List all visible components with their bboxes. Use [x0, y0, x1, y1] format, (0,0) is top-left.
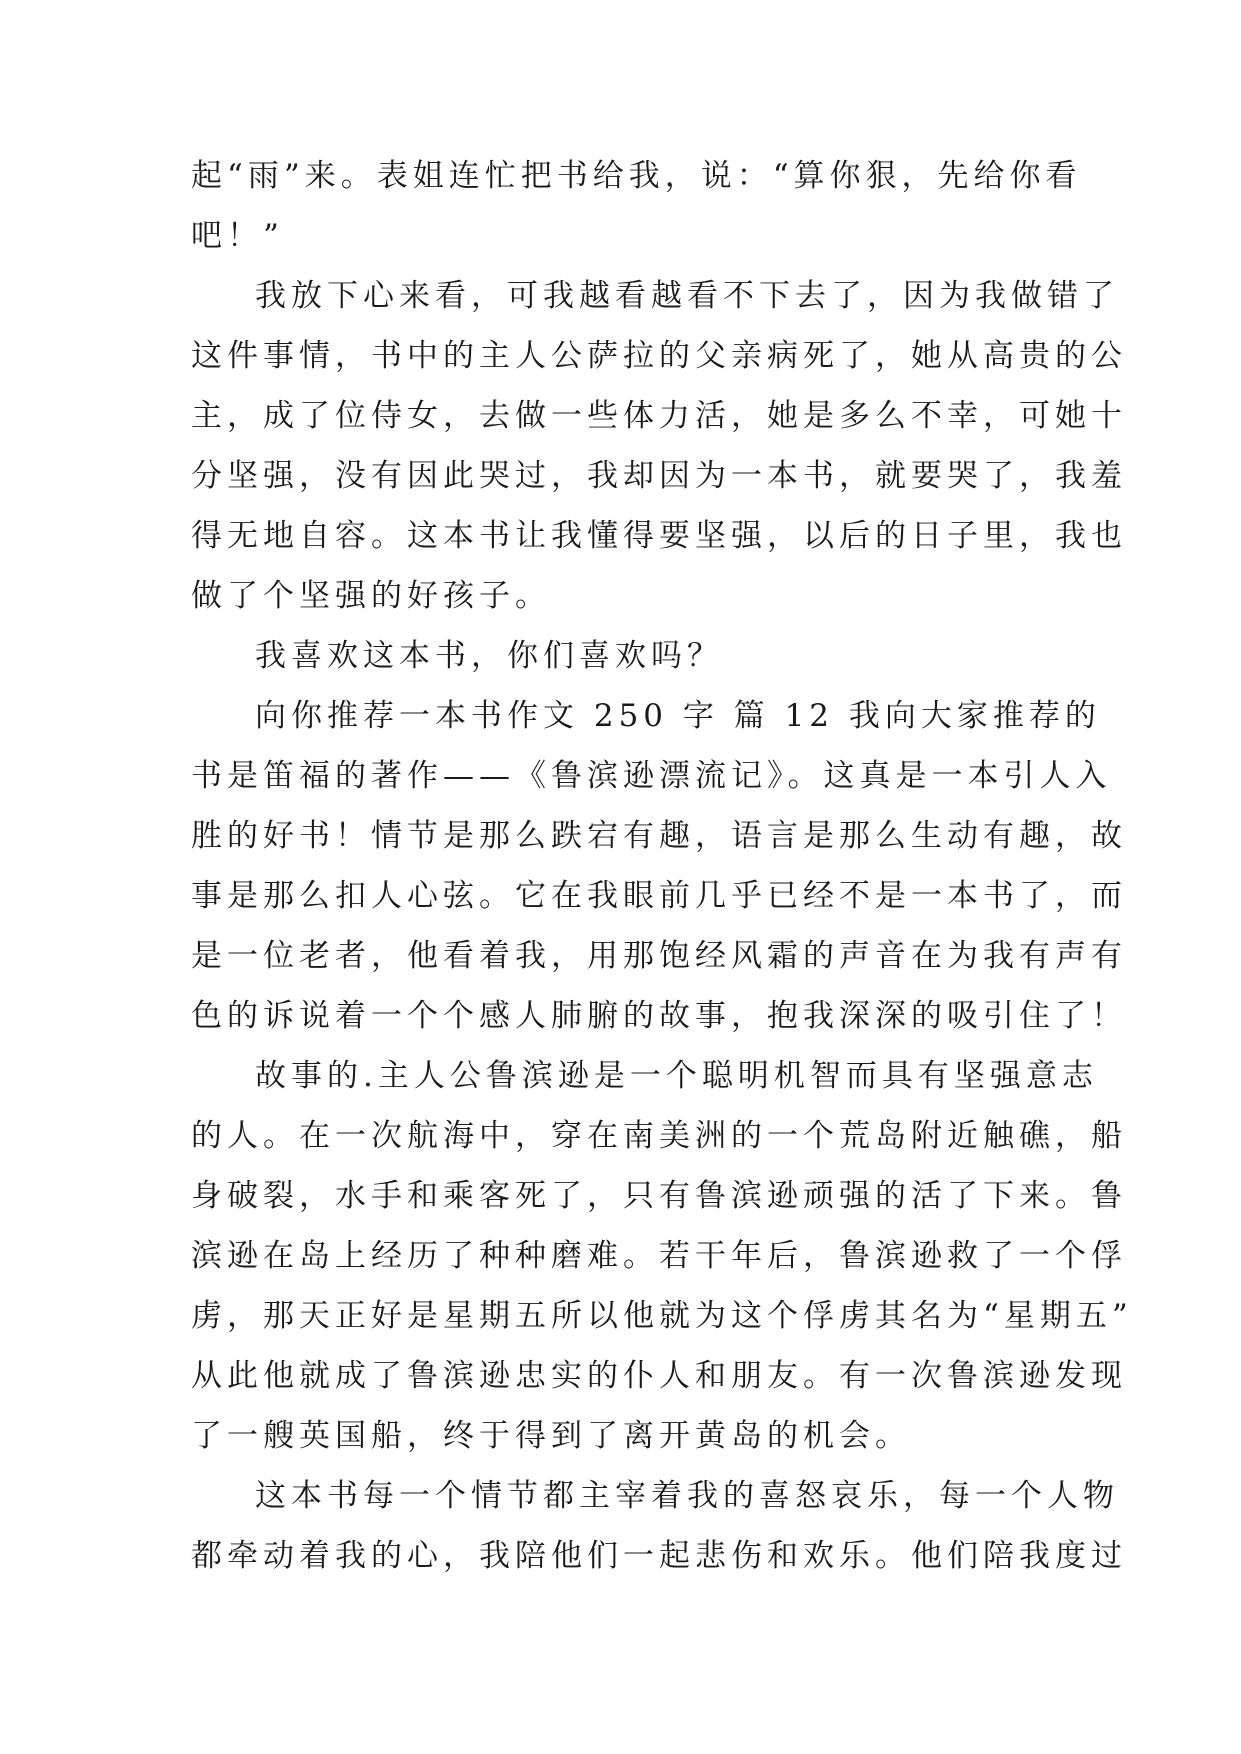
text-line: 滨逊在岛上经历了种种磨难。若干年后，鲁滨逊救了一个俘 — [191, 1238, 1127, 1274]
paragraph-start-line: 故事的.主人公鲁滨逊是一个聪明机智而具有坚强意志 — [255, 1058, 1098, 1094]
paragraph-start-line: 我喜欢这本书，你们喜欢吗？ — [255, 638, 723, 674]
text-line: 是一位老者，他看着我，用那饱经风霜的声音在为我有声有 — [191, 938, 1127, 974]
text-line: 分坚强，没有因此哭过，我却因为一本书，就要哭了，我羞 — [191, 458, 1127, 494]
paragraph-start-line: 这本书每一个情节都主宰着我的喜怒哀乐，每一个人物 — [255, 1478, 1119, 1514]
text-line: 从此他就成了鲁滨逊忠实的仆人和朋友。有一次鲁滨逊发现 — [191, 1358, 1127, 1394]
text-line: 了一艘英国船，终于得到了离开黄岛的机会。 — [191, 1418, 911, 1454]
paragraph-start-line: 我放下心来看，可我越看越看不下去了，因为我做错了 — [255, 278, 1119, 314]
text-line: 主，成了位侍女，去做一些体力活，她是多么不幸，可她十 — [191, 398, 1127, 434]
text-line: 得无地自容。这本书让我懂得要坚强，以后的日子里，我也 — [191, 518, 1127, 554]
text-line: 虏，那天正好是星期五所以他就为这个俘虏其名为“星期五” — [191, 1298, 1133, 1334]
text-line: 吧！” — [191, 218, 284, 254]
text-line: 书是笛福的著作——《鲁滨逊漂流记》。这真是一本引人入 — [191, 758, 1112, 794]
text-line: 色的诉说着一个个感人肺腑的故事，抱我深深的吸引住了！ — [191, 998, 1127, 1034]
text-line: 的人。在一次航海中，穿在南美洲的一个荒岛附近触礁，船 — [191, 1118, 1127, 1154]
section-heading-line: 向你推荐一本书作文 250 字 篇 12 我向大家推荐的 — [255, 698, 1101, 734]
text-line: 做了个坚强的好孩子。 — [191, 578, 551, 614]
text-line: 这件事情，书中的主人公萨拉的父亲病死了，她从高贵的公 — [191, 338, 1127, 374]
text-line: 胜的好书！情节是那么跌宕有趣，语言是那么生动有趣，故 — [191, 818, 1127, 854]
text-line: 身破裂，水手和乘客死了，只有鲁滨逊顽强的活了下来。鲁 — [191, 1178, 1127, 1214]
document-body — [191, 156, 1133, 1596]
text-line: 事是那么扣人心弦。它在我眼前几乎已经不是一本书了，而 — [191, 878, 1127, 914]
text-line: 起“雨”来。表姐连忙把书给我，说：“算你狠，先给你看 — [191, 158, 1082, 194]
text-line: 都牵动着我的心，我陪他们一起悲伤和欢乐。他们陪我度过 — [191, 1538, 1127, 1574]
